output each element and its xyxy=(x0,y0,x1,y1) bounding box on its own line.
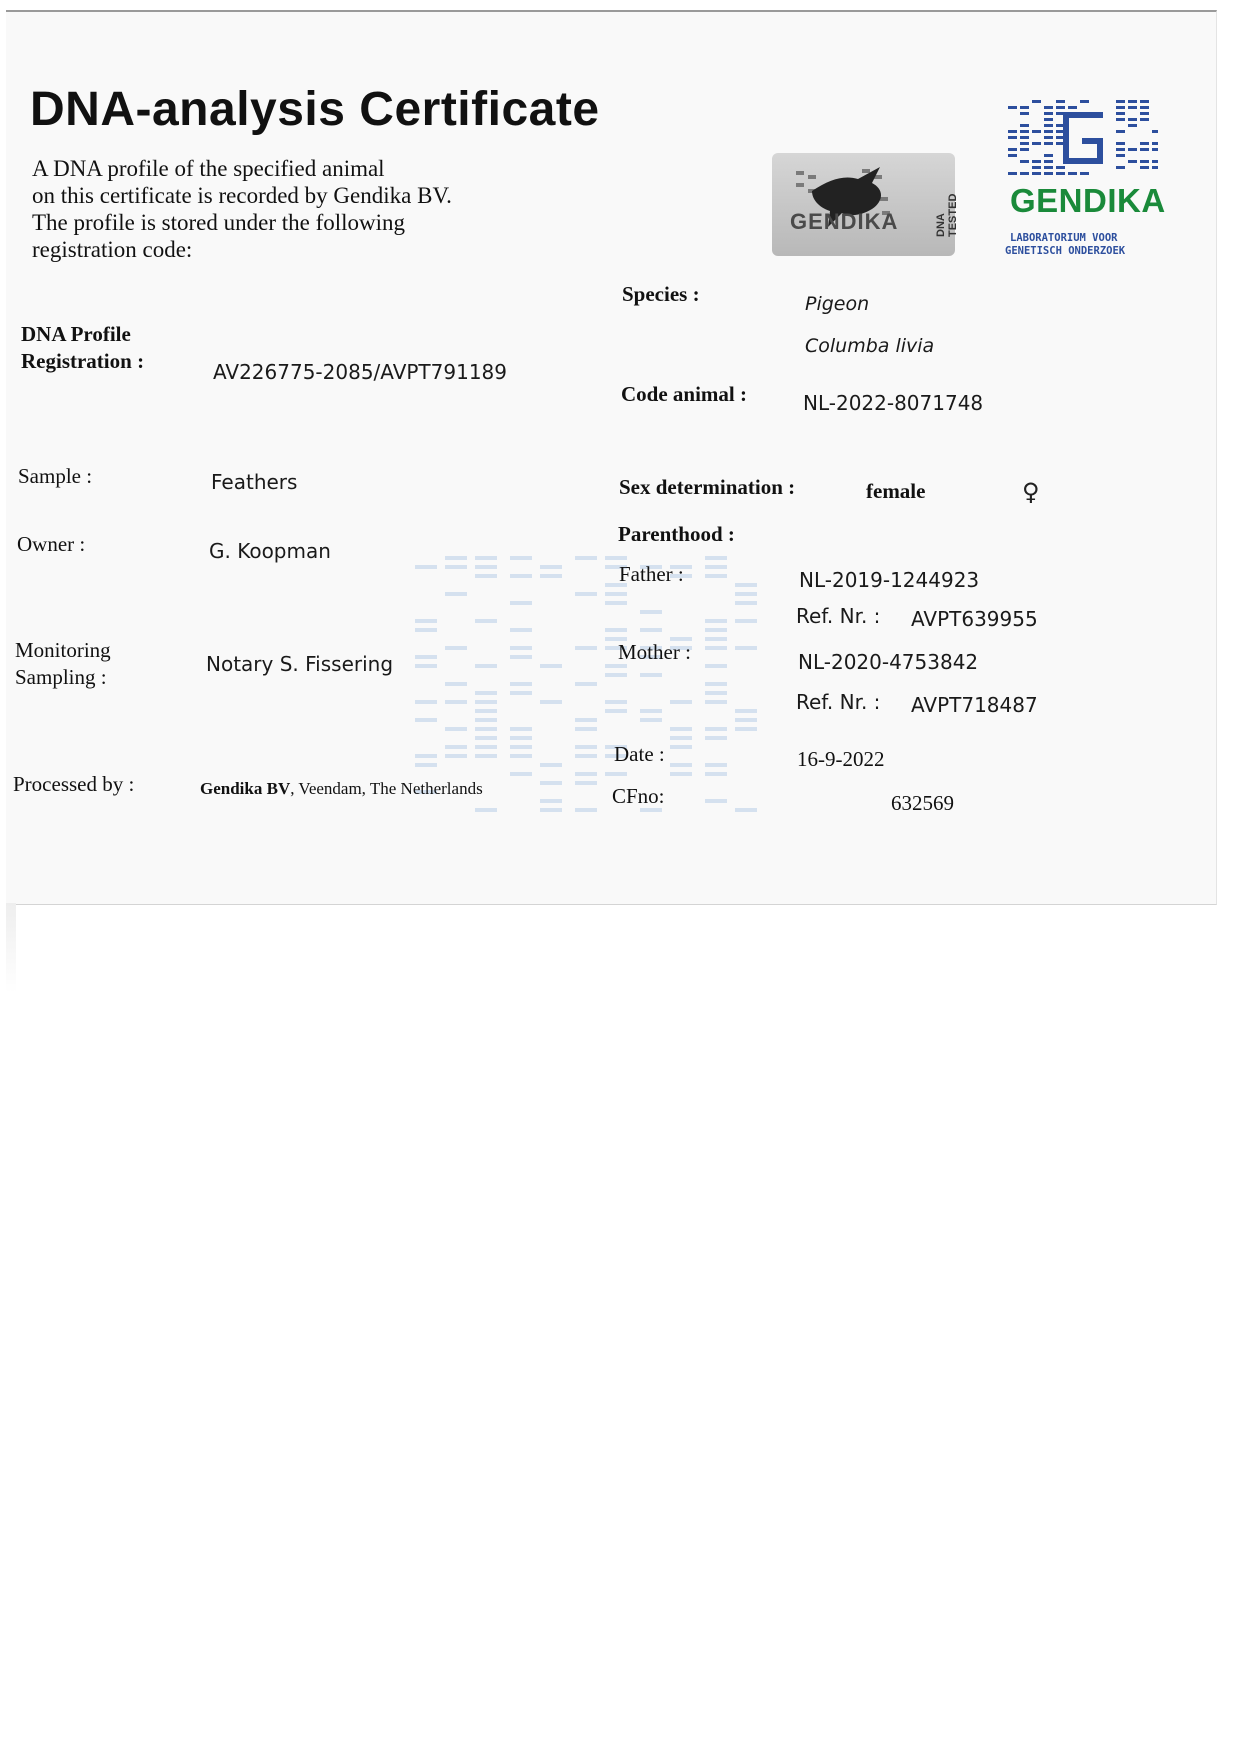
mother-ref-value: AVPT718487 xyxy=(911,693,1038,717)
watermark-band xyxy=(735,592,757,596)
watermark-band xyxy=(445,565,467,569)
watermark-band xyxy=(605,628,627,632)
watermark-band xyxy=(510,628,532,632)
watermark-band xyxy=(735,808,757,812)
sex-determination-value: female xyxy=(866,479,926,503)
watermark-band xyxy=(705,736,727,740)
logo-block xyxy=(1020,130,1029,133)
watermark-band xyxy=(735,709,757,713)
code-animal-value: NL-2022-8071748 xyxy=(803,391,984,415)
logo-block xyxy=(1020,136,1029,139)
logo-block xyxy=(1008,136,1017,139)
watermark-band xyxy=(540,808,562,812)
watermark-band xyxy=(540,664,562,668)
father-ref-label: Ref. Nr. : xyxy=(796,604,881,628)
watermark-band xyxy=(475,709,497,713)
logo-block xyxy=(1116,106,1125,109)
logo-block xyxy=(1068,172,1077,175)
cfno-value: 632569 xyxy=(891,791,954,815)
watermark-band xyxy=(475,727,497,731)
logo-block xyxy=(1152,160,1158,163)
watermark-band xyxy=(475,574,497,578)
logo-block xyxy=(1044,118,1053,121)
watermark-band xyxy=(475,808,497,812)
processed-by-company: Gendika BV xyxy=(200,779,291,798)
watermark-band xyxy=(445,646,467,650)
watermark-band xyxy=(705,700,727,704)
father-label: Father : xyxy=(619,562,684,586)
watermark-band xyxy=(475,691,497,695)
watermark-band xyxy=(705,628,727,632)
sample-value: Feathers xyxy=(211,470,298,494)
watermark-band xyxy=(605,592,627,596)
logo-block xyxy=(1008,148,1017,151)
logo-block xyxy=(1128,160,1137,163)
watermark-band xyxy=(510,646,532,650)
monitoring-value: Notary S. Fissering xyxy=(206,652,394,676)
watermark-band xyxy=(540,763,562,767)
watermark-band xyxy=(670,736,692,740)
watermark-band xyxy=(640,673,662,677)
logo-block xyxy=(1020,172,1029,175)
seal-side-text: DNA TESTED xyxy=(935,193,959,237)
logo-block xyxy=(1128,106,1137,109)
logo-block xyxy=(1044,142,1053,145)
monitoring-label-line-1: Monitoring xyxy=(15,638,111,662)
watermark-band xyxy=(510,772,532,776)
watermark-band xyxy=(445,592,467,596)
logo-block xyxy=(1128,124,1137,127)
watermark-band xyxy=(605,772,627,776)
sample-label: Sample : xyxy=(18,464,93,488)
logo-block xyxy=(1056,106,1065,109)
logo-block xyxy=(1032,100,1041,103)
watermark-band xyxy=(510,574,532,578)
watermark-band xyxy=(475,619,497,623)
watermark-band xyxy=(640,628,662,632)
watermark-band xyxy=(415,754,437,758)
logo-block xyxy=(1032,142,1041,145)
gendika-brand-name: GENDIKA xyxy=(1010,182,1166,219)
watermark-band xyxy=(705,646,727,650)
watermark-band xyxy=(670,763,692,767)
watermark-band xyxy=(445,682,467,686)
logo-block xyxy=(1128,148,1137,151)
species-label: Species : xyxy=(622,282,700,306)
logo-block xyxy=(1008,154,1017,157)
watermark-band xyxy=(475,664,497,668)
watermark-band xyxy=(575,781,597,785)
profile-label-line-1: DNA Profile xyxy=(21,322,131,346)
scan-shadow xyxy=(6,903,16,993)
watermark-band xyxy=(575,646,597,650)
logo-block xyxy=(1032,166,1041,169)
processed-by-value xyxy=(200,779,483,799)
logo-block xyxy=(1152,166,1158,169)
watermark-band xyxy=(705,772,727,776)
watermark-band xyxy=(540,781,562,785)
watermark-band xyxy=(605,556,627,560)
watermark-band xyxy=(575,754,597,758)
watermark-band xyxy=(575,727,597,731)
logo-block xyxy=(1008,172,1017,175)
logo-block xyxy=(1044,136,1053,139)
logo-block xyxy=(1020,148,1029,151)
owner-label: Owner : xyxy=(17,532,86,556)
watermark-band xyxy=(510,682,532,686)
logo-block xyxy=(1044,154,1053,157)
code-animal-label: Code animal : xyxy=(621,382,747,406)
date-value: 16-9-2022 xyxy=(797,747,885,771)
logo-block xyxy=(1056,100,1065,103)
father-ref-value: AVPT639955 xyxy=(911,607,1038,631)
watermark-band xyxy=(475,754,497,758)
logo-block xyxy=(1008,106,1017,109)
watermark-band xyxy=(605,709,627,713)
logo-block xyxy=(1044,166,1053,169)
watermark-band xyxy=(735,583,757,587)
logo-block xyxy=(1020,142,1029,145)
date-label: Date : xyxy=(614,742,665,766)
watermark-band xyxy=(575,556,597,560)
logo-block xyxy=(1140,160,1149,163)
logo-block xyxy=(1116,142,1125,145)
logo-block xyxy=(1116,166,1125,169)
logo-block xyxy=(1140,100,1149,103)
watermark-band xyxy=(670,772,692,776)
logo-block xyxy=(1116,100,1125,103)
watermark-band xyxy=(475,556,497,560)
logo-block xyxy=(1140,112,1149,115)
watermark-band xyxy=(510,691,532,695)
watermark-band xyxy=(705,727,727,731)
processed-by-location: , Veendam, The Netherlands xyxy=(290,779,483,798)
profile-label-line-2: Registration : xyxy=(21,349,145,373)
intro-line-3: The profile is stored under the following xyxy=(32,210,406,235)
watermark-band xyxy=(415,655,437,659)
watermark-band xyxy=(445,727,467,731)
watermark-band xyxy=(705,574,727,578)
female-symbol-icon: ♀ xyxy=(1022,478,1040,506)
profile-registration-value: AV226775-2085/AVPT791189 xyxy=(213,360,507,384)
logo-block xyxy=(1116,148,1125,151)
watermark-band xyxy=(510,727,532,731)
intro-line-4: registration code: xyxy=(32,237,193,262)
watermark-band xyxy=(415,565,437,569)
watermark-band xyxy=(415,628,437,632)
watermark-band xyxy=(475,700,497,704)
logo-block xyxy=(1020,112,1029,115)
logo-block xyxy=(1080,100,1089,103)
watermark-band xyxy=(540,565,562,569)
logo-block xyxy=(1008,130,1017,133)
logo-block xyxy=(1032,172,1041,175)
watermark-band xyxy=(670,700,692,704)
logo-block xyxy=(1152,130,1158,133)
watermark-band xyxy=(705,799,727,803)
gendika-logo xyxy=(1008,98,1158,178)
logo-block xyxy=(1068,106,1077,109)
father-value: NL-2019-1244923 xyxy=(799,568,980,592)
watermark-band xyxy=(575,592,597,596)
watermark-band xyxy=(540,700,562,704)
watermark-band xyxy=(415,619,437,623)
cfno-label: CFno: xyxy=(612,784,665,808)
watermark-band xyxy=(705,664,727,668)
watermark-band xyxy=(735,718,757,722)
watermark-band xyxy=(510,736,532,740)
watermark-band xyxy=(640,709,662,713)
watermark-band xyxy=(475,736,497,740)
watermark-band xyxy=(510,556,532,560)
logo-block xyxy=(1116,112,1125,115)
logo-block xyxy=(1080,172,1089,175)
watermark-band xyxy=(415,664,437,668)
parenthood-label: Parenthood : xyxy=(618,522,735,546)
logo-block xyxy=(1020,106,1029,109)
logo-block xyxy=(1128,118,1137,121)
species-latin-value: Columba livia xyxy=(805,335,935,357)
watermark-band xyxy=(415,763,437,767)
watermark-band xyxy=(445,700,467,704)
watermark-band xyxy=(540,574,562,578)
watermark-band xyxy=(735,601,757,605)
watermark-band xyxy=(575,682,597,686)
logo-block xyxy=(1116,118,1125,121)
watermark-band xyxy=(475,565,497,569)
watermark-band xyxy=(605,673,627,677)
logo-block xyxy=(1044,124,1053,127)
owner-value: G. Koopman xyxy=(209,539,331,563)
intro-line-2: on this certificate is recorded by Gendika BV. xyxy=(32,183,452,208)
mother-ref-label: Ref. Nr. : xyxy=(796,690,881,714)
logo-block xyxy=(1152,148,1158,151)
logo-block xyxy=(1032,130,1041,133)
watermark-band xyxy=(705,556,727,560)
logo-block xyxy=(1020,160,1029,163)
logo-block xyxy=(1140,142,1149,145)
watermark-band xyxy=(540,799,562,803)
logo-block xyxy=(1140,106,1149,109)
mother-label: Mother : xyxy=(618,640,691,664)
processed-by-label: Processed by : xyxy=(13,772,135,796)
watermark-band xyxy=(510,655,532,659)
seal-brand: GENDIKA xyxy=(790,209,899,234)
intro-line-1: A DNA profile of the specified animal xyxy=(32,156,385,181)
logo-block xyxy=(1044,130,1053,133)
sex-determination-label: Sex determination : xyxy=(619,475,796,499)
watermark-band xyxy=(415,718,437,722)
watermark-band xyxy=(705,637,727,641)
logo-block xyxy=(1044,106,1053,109)
pigeon-icon xyxy=(772,153,955,256)
watermark-band xyxy=(705,763,727,767)
certificate-title: DNA-analysis Certificate xyxy=(30,83,600,136)
watermark-band xyxy=(475,745,497,749)
logo-block xyxy=(1152,142,1158,145)
logo-block xyxy=(1056,172,1065,175)
watermark-band xyxy=(670,745,692,749)
logo-block xyxy=(1140,118,1149,121)
dna-tested-seal xyxy=(772,153,959,256)
logo-block xyxy=(1116,154,1125,157)
watermark-band xyxy=(510,754,532,758)
watermark-band xyxy=(415,700,437,704)
logo-block xyxy=(1140,148,1149,151)
watermark-band xyxy=(510,601,532,605)
watermark-band xyxy=(445,745,467,749)
watermark-band xyxy=(575,808,597,812)
watermark-band xyxy=(735,619,757,623)
logo-subtitle-1: LABORATORIUM VOOR xyxy=(1010,232,1118,244)
watermark-band xyxy=(445,556,467,560)
logo-block xyxy=(1020,124,1029,127)
monitoring-label-line-2: Sampling : xyxy=(15,665,107,689)
watermark-band xyxy=(735,727,757,731)
watermark-band xyxy=(705,691,727,695)
watermark-band xyxy=(475,718,497,722)
watermark-band xyxy=(705,619,727,623)
species-common-value: Pigeon xyxy=(805,293,870,315)
logo-block xyxy=(1044,172,1053,175)
watermark-band xyxy=(640,718,662,722)
watermark-band xyxy=(575,718,597,722)
logo-block xyxy=(1056,166,1065,169)
watermark-band xyxy=(575,772,597,776)
watermark-band xyxy=(705,565,727,569)
watermark-band xyxy=(705,682,727,686)
watermark-band xyxy=(445,754,467,758)
watermark-band xyxy=(640,610,662,614)
logo-block xyxy=(1140,166,1149,169)
watermark-band xyxy=(510,745,532,749)
mother-value: NL-2020-4753842 xyxy=(798,650,979,674)
logo-block xyxy=(1032,160,1041,163)
watermark-band xyxy=(605,700,627,704)
logo-subtitle-2: GENETISCH ONDERZOEK xyxy=(1005,245,1126,257)
logo-block xyxy=(1044,160,1053,163)
logo-block xyxy=(1116,130,1125,133)
watermark-band xyxy=(670,727,692,731)
watermark-band xyxy=(605,601,627,605)
watermark-band xyxy=(735,646,757,650)
logo-block xyxy=(1128,100,1137,103)
logo-block xyxy=(1044,112,1053,115)
watermark-band xyxy=(575,745,597,749)
